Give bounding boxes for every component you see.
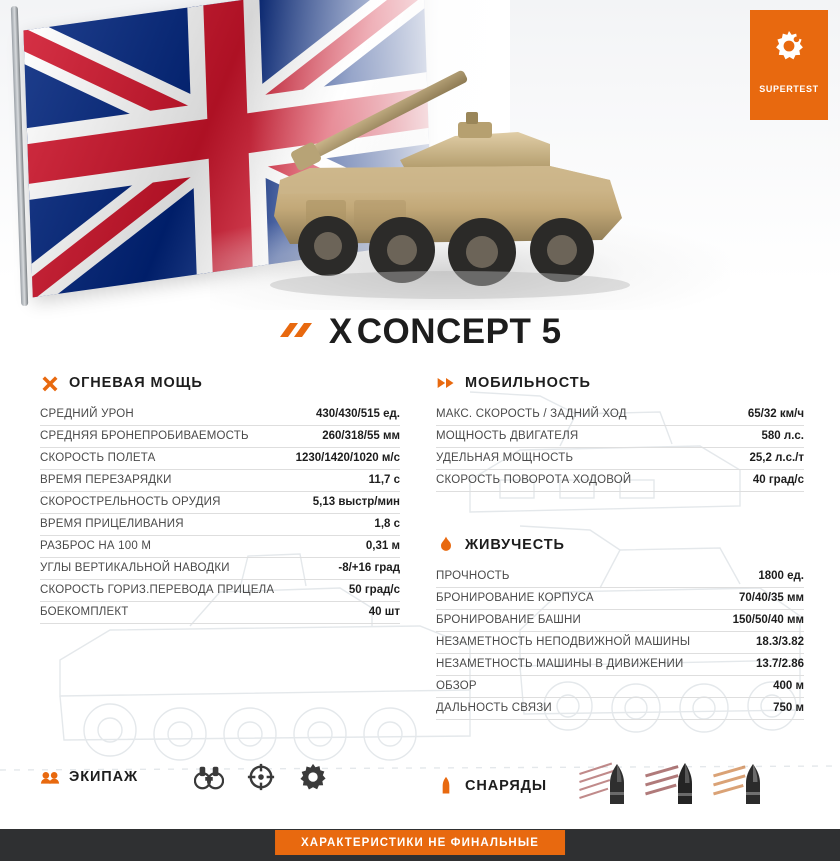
table-row: [436, 588, 804, 610]
firepower-heading: [40, 372, 400, 394]
firepower-title: ОГНЕВАЯ МОЩЬ: [69, 375, 203, 391]
stat-label: ДАЛЬНОСТЬ СВЯЗИ: [436, 698, 723, 720]
shells-section: [436, 762, 806, 810]
stat-label: СКОРОСТЬ ГОРИЗ.ПЕРЕВОДА ПРИЦЕЛА: [40, 580, 289, 602]
supertest-badge: [750, 10, 828, 120]
stat-value: 25,2 л.с./т: [722, 448, 804, 470]
stat-label: БОЕКОМПЛЕКТ: [40, 602, 289, 624]
table-row: [40, 448, 400, 470]
shell-icon: [436, 776, 456, 796]
table-row: [40, 580, 400, 602]
stat-label: СКОРОСТЬ ПОЛЕТА: [40, 448, 289, 470]
mobility-title: МОБИЛЬНОСТЬ: [465, 375, 591, 391]
stat-value: -8/+16 град: [289, 558, 400, 580]
stat-value: 260/318/55 мм: [289, 426, 400, 448]
table-row: [436, 470, 804, 492]
stat-value: 40 град/с: [722, 470, 804, 492]
mechanic-gear-icon: [298, 762, 328, 792]
table-row: [40, 514, 400, 536]
stat-value: 750 м: [723, 698, 804, 720]
stat-value: 1800 ед.: [723, 566, 804, 588]
gear-icon: [769, 26, 809, 66]
table-row: [40, 536, 400, 558]
stat-value: 50 град/с: [289, 580, 400, 602]
vehicle-name: CONCEPT 5: [356, 312, 562, 351]
vehicle-title: [0, 312, 840, 352]
stat-label: РАЗБРОС НА 100 М: [40, 536, 289, 558]
stat-value: 430/430/515 ед.: [289, 404, 400, 426]
table-row: [436, 610, 804, 632]
table-row: [40, 558, 400, 580]
table-row: [40, 426, 400, 448]
mobility-table: [436, 404, 804, 492]
stat-value: 11,7 с: [289, 470, 400, 492]
table-row: [436, 404, 804, 426]
stat-value: 0,31 м: [289, 536, 400, 558]
hero-banner: [0, 0, 840, 320]
stat-value: 13.7/2.86: [723, 654, 804, 676]
survivability-section: [436, 534, 804, 720]
stat-label: НЕЗАМЕТНОСТЬ МАШИНЫ В ДИВИЖЕНИИ: [436, 654, 723, 676]
table-row: [436, 654, 804, 676]
mobility-heading: [436, 372, 804, 394]
stat-value: 1230/1420/1020 м/с: [289, 448, 400, 470]
table-row: [436, 632, 804, 654]
survivability-heading: [436, 534, 804, 556]
stat-label: МОЩНОСТЬ ДВИГАТЕЛЯ: [436, 426, 722, 448]
survivability-table: [436, 566, 804, 720]
shells-title: СНАРЯДЫ: [465, 778, 547, 794]
stat-label: ОБЗОР: [436, 676, 723, 698]
vehicle-tier: X: [328, 312, 353, 351]
stat-value: 65/32 км/ч: [722, 404, 804, 426]
binoculars-icon: [194, 762, 224, 792]
mobility-section: [436, 372, 804, 492]
he-shell-icon: [713, 762, 771, 810]
stat-label: НЕЗАМЕТНОСТЬ НЕПОДВИЖНОЙ МАШИНЫ: [436, 632, 723, 654]
stat-label: БРОНИРОВАНИЕ КОРПУСА: [436, 588, 723, 610]
tank-render-icon: [250, 40, 680, 310]
crew-heading: [40, 766, 138, 788]
flame-icon: [436, 535, 456, 555]
tier-chevrons-icon: [278, 319, 318, 345]
table-row: [40, 602, 400, 624]
shells-heading: [436, 775, 547, 797]
crossed-guns-icon: [40, 373, 60, 393]
footer-note: ХАРАКТЕРИСТИКИ НЕ ФИНАЛЬНЫЕ: [275, 830, 565, 855]
crew-section: [40, 762, 410, 792]
stat-label: СРЕДНИЙ УРОН: [40, 404, 289, 426]
table-row: [40, 404, 400, 426]
shell-type-icons: [577, 762, 771, 810]
stat-label: УДЕЛЬНАЯ МОЩНОСТЬ: [436, 448, 722, 470]
apcr-shell-icon: [645, 762, 703, 810]
ap-shell-icon: [577, 762, 635, 810]
stat-value: 5,13 выстр/мин: [289, 492, 400, 514]
stat-label: СРЕДНЯЯ БРОНЕПРОБИВАЕМОСТЬ: [40, 426, 289, 448]
stat-value: 580 л.с.: [722, 426, 804, 448]
stat-value: 1,8 с: [289, 514, 400, 536]
table-row: [40, 492, 400, 514]
table-row: [40, 470, 400, 492]
table-row: [436, 676, 804, 698]
arrows-icon: [436, 373, 456, 393]
stat-label: ВРЕМЯ ПЕРЕЗАРЯДКИ: [40, 470, 289, 492]
stat-value: 400 м: [723, 676, 804, 698]
table-row: [436, 448, 804, 470]
stat-value: 150/50/40 мм: [723, 610, 804, 632]
survivability-title: ЖИВУЧЕСТЬ: [465, 537, 565, 553]
right-column: [436, 372, 804, 728]
supertest-label: SUPERTEST: [759, 84, 819, 94]
stat-value: 40 шт: [289, 602, 400, 624]
firepower-table: [40, 404, 400, 624]
crew-icon: [40, 767, 60, 787]
stat-label: ПРОЧНОСТЬ: [436, 566, 723, 588]
crew-member-icons: [194, 762, 328, 792]
column-spacer: [436, 500, 804, 534]
gunner-sight-icon: [246, 762, 276, 792]
table-row: [436, 566, 804, 588]
stat-label: ВРЕМЯ ПРИЦЕЛИВАНИЯ: [40, 514, 289, 536]
stat-label: СКОРОСТРЕЛЬНОСТЬ ОРУДИЯ: [40, 492, 289, 514]
table-row: [436, 426, 804, 448]
crew-title: ЭКИПАЖ: [69, 769, 138, 785]
stat-value: 70/40/35 мм: [723, 588, 804, 610]
stat-label: СКОРОСТЬ ПОВОРОТА ХОДОВОЙ: [436, 470, 722, 492]
table-row: [436, 698, 804, 720]
stat-label: УГЛЫ ВЕРТИКАЛЬНОЙ НАВОДКИ: [40, 558, 289, 580]
stat-label: МАКС. СКОРОСТЬ / ЗАДНИЙ ХОД: [436, 404, 722, 426]
stat-value: 18.3/3.82: [723, 632, 804, 654]
stat-label: БРОНИРОВАНИЕ БАШНИ: [436, 610, 723, 632]
firepower-section: [40, 372, 400, 632]
